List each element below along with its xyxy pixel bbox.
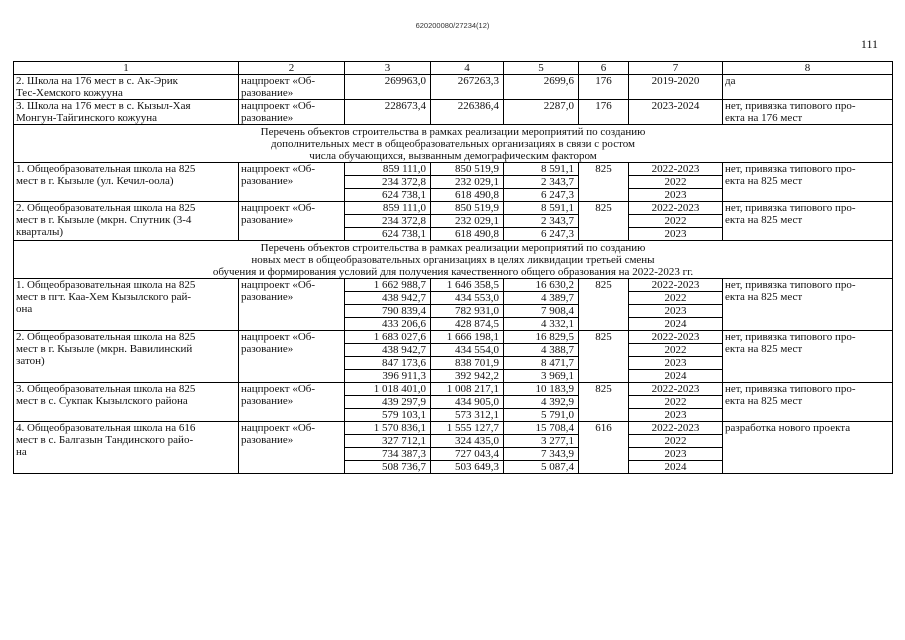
- column-number-4: 4: [431, 62, 504, 75]
- section-heading-line: числа обучающихся, вызванным демографическим фактором: [309, 150, 597, 162]
- object-name-line: мест в пгт. Каа-Хем Кызылского рай-: [16, 291, 192, 303]
- column-number-2: 2: [239, 62, 345, 75]
- funding-source-cell: [239, 383, 345, 422]
- total-cost-cell: 508 736,7: [345, 461, 431, 474]
- note-line: нет, привязка типового про-: [725, 163, 856, 175]
- total-cost-cell: 396 911,3: [345, 370, 431, 383]
- regional-cost-cell: 4 332,1: [504, 318, 579, 331]
- document-code: 620200080/27234(12): [415, 21, 490, 30]
- object-name-line: мест в г. Кызыле (мкрн. Спутник (3-4: [16, 214, 192, 226]
- column-number-6: 6: [579, 62, 629, 75]
- period-cell: 2022: [629, 344, 723, 357]
- table-body: [14, 62, 893, 474]
- period-cell: 2024: [629, 318, 723, 331]
- note-line: екта на 825 мест: [725, 214, 803, 226]
- period-cell: 2023: [629, 305, 723, 318]
- note-line: нет, привязка типового про-: [725, 202, 856, 214]
- regional-cost-cell: 3 277,1: [504, 435, 579, 448]
- table-row: [14, 163, 893, 176]
- period-cell: 2022: [629, 435, 723, 448]
- funding-source-cell: [239, 202, 345, 241]
- funding-source-line: разование»: [241, 291, 294, 303]
- funding-source-line: нацпроект «Об-: [241, 422, 316, 434]
- section-heading-line: дополнительных мест в общеобразовательных организациях в связи с ростом: [271, 138, 635, 150]
- note-cell: [723, 331, 893, 383]
- funding-source-line: нацпроект «Об-: [241, 383, 316, 395]
- regional-cost-cell: 7 908,4: [504, 305, 579, 318]
- federal-cost-cell: 232 029,1: [431, 176, 504, 189]
- period-cell: 2023: [629, 228, 723, 241]
- note-line: нет, привязка типового про-: [725, 383, 856, 395]
- note-line: нет, привязка типового про-: [725, 279, 856, 291]
- federal-cost-cell: 573 312,1: [431, 409, 504, 422]
- object-name-line: Тес-Хемского кожууна: [16, 87, 123, 99]
- table-row: [14, 75, 893, 100]
- total-cost-cell: 624 738,1: [345, 228, 431, 241]
- federal-cost-cell: 850 519,9: [431, 163, 504, 176]
- total-cost-cell: 624 738,1: [345, 189, 431, 202]
- column-number-row: [14, 62, 893, 75]
- regional-cost-cell: 16 829,5: [504, 331, 579, 344]
- regional-cost-cell: 4 392,9: [504, 396, 579, 409]
- object-name-line: 3. Общеобразовательная школа на 825: [16, 383, 196, 395]
- funding-source-cell: [239, 163, 345, 202]
- object-name-line: на: [16, 446, 27, 458]
- federal-cost-cell: 1 555 127,7: [431, 422, 504, 435]
- federal-cost-cell: 1 646 358,5: [431, 279, 504, 292]
- regional-cost-cell: 7 343,9: [504, 448, 579, 461]
- federal-cost-cell: 232 029,1: [431, 215, 504, 228]
- column-number-5: 5: [504, 62, 579, 75]
- section-heading-line: обучения и формирования условий для получения качественного общего образования на 2022-2023 гг.: [212, 266, 694, 278]
- funding-source-line: нацпроект «Об-: [241, 279, 316, 291]
- note-cell: [723, 279, 893, 331]
- period-cell: 2022-2023: [629, 422, 723, 435]
- note-line: екта на 825 мест: [725, 343, 803, 355]
- funding-source-line: разование»: [241, 112, 294, 124]
- federal-cost-cell: 618 490,8: [431, 228, 504, 241]
- regional-cost-cell: 4 389,7: [504, 292, 579, 305]
- page-number: 111: [860, 37, 878, 51]
- object-name-cell: [14, 202, 239, 241]
- funding-source-line: разование»: [241, 395, 294, 407]
- federal-cost-cell: 324 435,0: [431, 435, 504, 448]
- regional-cost-cell: 6 247,3: [504, 189, 579, 202]
- section-heading-row: [14, 241, 893, 279]
- note-line: нет, привязка типового про-: [725, 331, 856, 343]
- note-cell: [723, 163, 893, 202]
- capacity-cell: 825: [579, 202, 629, 241]
- note-cell: [723, 202, 893, 241]
- object-name-line: мест в с. Балгазын Тандинского райо-: [16, 434, 194, 446]
- period-cell: 2022: [629, 215, 723, 228]
- total-cost-cell: 234 372,8: [345, 215, 431, 228]
- note-cell: [723, 383, 893, 422]
- period-cell: 2024: [629, 370, 723, 383]
- period-cell: 2022-2023: [629, 331, 723, 344]
- table-row: [14, 422, 893, 435]
- funding-source-line: разование»: [241, 87, 294, 99]
- regional-cost-cell: 2 343,7: [504, 176, 579, 189]
- regional-cost-cell: 4 388,7: [504, 344, 579, 357]
- total-cost-cell: 859 111,0: [345, 202, 431, 215]
- total-cost-cell: 859 111,0: [345, 163, 431, 176]
- note-line: екта на 825 мест: [725, 175, 803, 187]
- regional-cost-cell: 6 247,3: [504, 228, 579, 241]
- section-heading: [14, 241, 893, 279]
- object-name-line: затон): [16, 355, 45, 367]
- period-cell: 2023-2024: [629, 100, 723, 125]
- note-cell: [723, 422, 893, 474]
- period-cell: 2023: [629, 357, 723, 370]
- federal-cost-cell: 226386,4: [431, 100, 504, 125]
- object-name-cell: [14, 100, 239, 125]
- federal-cost-cell: 838 701,9: [431, 357, 504, 370]
- regional-cost-cell: 2287,0: [504, 100, 579, 125]
- capacity-cell: 825: [579, 163, 629, 202]
- total-cost-cell: 327 712,1: [345, 435, 431, 448]
- federal-cost-cell: 1 008 217,1: [431, 383, 504, 396]
- period-cell: 2022-2023: [629, 202, 723, 215]
- object-name-line: 4. Общеобразовательная школа на 616: [16, 422, 196, 434]
- note-line: екта на 176 мест: [725, 112, 803, 124]
- funding-source-line: нацпроект «Об-: [241, 100, 316, 112]
- funding-source-line: разование»: [241, 434, 294, 446]
- regional-cost-cell: 16 630,2: [504, 279, 579, 292]
- section-heading: [14, 125, 893, 163]
- funding-source-line: разование»: [241, 175, 294, 187]
- object-name-line: мест в с. Сукпак Кызылского района: [16, 395, 188, 407]
- regional-cost-cell: 5 087,4: [504, 461, 579, 474]
- funding-source-line: нацпроект «Об-: [241, 202, 316, 214]
- object-name-cell: [14, 279, 239, 331]
- funding-source-cell: [239, 100, 345, 125]
- note-line: нет, привязка типового про-: [725, 100, 856, 112]
- column-number-3: 3: [345, 62, 431, 75]
- regional-cost-cell: 15 708,4: [504, 422, 579, 435]
- funding-source-cell: [239, 279, 345, 331]
- period-cell: 2023: [629, 189, 723, 202]
- object-name-line: 2. Общеобразовательная школа на 825: [16, 202, 196, 214]
- object-name-line: мест в г. Кызыле (ул. Кечил-оола): [16, 175, 174, 187]
- object-name-line: 2. Школа на 176 мест в с. Ак-Эрик: [16, 75, 178, 87]
- object-name-cell: [14, 383, 239, 422]
- object-name-line: 3. Школа на 176 мест в с. Кызыл-Хая: [16, 100, 191, 112]
- object-name-cell: [14, 75, 239, 100]
- total-cost-cell: 847 173,6: [345, 357, 431, 370]
- capacity-cell: 825: [579, 383, 629, 422]
- table-row: [14, 100, 893, 125]
- object-name-line: 1. Общеобразовательная школа на 825: [16, 279, 196, 291]
- column-number-1: 1: [14, 62, 239, 75]
- federal-cost-cell: 428 874,5: [431, 318, 504, 331]
- note-cell: [723, 100, 893, 125]
- total-cost-cell: 1 662 988,7: [345, 279, 431, 292]
- funding-source-line: разование»: [241, 343, 294, 355]
- period-cell: 2022-2023: [629, 279, 723, 292]
- total-cost-cell: 1 570 836,1: [345, 422, 431, 435]
- federal-cost-cell: 618 490,8: [431, 189, 504, 202]
- object-name-line: 2. Общеобразовательная школа на 825: [16, 331, 196, 343]
- period-cell: 2022-2023: [629, 163, 723, 176]
- regional-cost-cell: 2699,6: [504, 75, 579, 100]
- table-row: [14, 331, 893, 344]
- total-cost-cell: 734 387,3: [345, 448, 431, 461]
- total-cost-cell: 438 942,7: [345, 344, 431, 357]
- section-heading-row: [14, 125, 893, 163]
- capacity-cell: 176: [579, 100, 629, 125]
- section-heading-line: Перечень объектов строительства в рамках реализации мероприятий по созданию: [260, 126, 646, 138]
- table-row: [14, 383, 893, 396]
- federal-cost-cell: 434 905,0: [431, 396, 504, 409]
- construction-objects-table: [13, 61, 893, 474]
- note-cell: [723, 75, 893, 100]
- total-cost-cell: 1 683 027,6: [345, 331, 431, 344]
- note-line: екта на 825 мест: [725, 395, 803, 407]
- federal-cost-cell: 782 931,0: [431, 305, 504, 318]
- regional-cost-cell: 8 471,7: [504, 357, 579, 370]
- period-cell: 2023: [629, 409, 723, 422]
- period-cell: 2023: [629, 448, 723, 461]
- total-cost-cell: 269963,0: [345, 75, 431, 100]
- object-name-line: кварталы): [16, 226, 64, 238]
- total-cost-cell: 234 372,8: [345, 176, 431, 189]
- object-name-line: мест в г. Кызыле (мкрн. Вавилинский: [16, 343, 193, 355]
- funding-source-line: нацпроект «Об-: [241, 75, 316, 87]
- section-heading-line: Перечень объектов строительства в рамках реализации мероприятий по созданию: [260, 242, 646, 254]
- note-line: разработка нового проекта: [725, 422, 851, 434]
- federal-cost-cell: 1 666 198,1: [431, 331, 504, 344]
- column-number-7: 7: [629, 62, 723, 75]
- regional-cost-cell: 2 343,7: [504, 215, 579, 228]
- total-cost-cell: 439 297,9: [345, 396, 431, 409]
- section-heading-line: новых мест в общеобразовательных организациях в целях ликвидации третьей смены: [251, 254, 655, 266]
- object-name-line: она: [16, 303, 33, 315]
- federal-cost-cell: 434 553,0: [431, 292, 504, 305]
- total-cost-cell: 579 103,1: [345, 409, 431, 422]
- capacity-cell: 825: [579, 331, 629, 383]
- regional-cost-cell: 8 591,1: [504, 202, 579, 215]
- federal-cost-cell: 503 649,3: [431, 461, 504, 474]
- funding-source-line: разование»: [241, 214, 294, 226]
- table-row: [14, 279, 893, 292]
- federal-cost-cell: 850 519,9: [431, 202, 504, 215]
- object-name-line: Монгун-Тайгинского кожууна: [16, 112, 157, 124]
- period-cell: 2022: [629, 176, 723, 189]
- total-cost-cell: 790 839,4: [345, 305, 431, 318]
- object-name-line: 1. Общеобразовательная школа на 825: [16, 163, 196, 175]
- period-cell: 2024: [629, 461, 723, 474]
- note-line: да: [725, 75, 736, 87]
- federal-cost-cell: 267263,3: [431, 75, 504, 100]
- federal-cost-cell: 727 043,4: [431, 448, 504, 461]
- federal-cost-cell: 392 942,2: [431, 370, 504, 383]
- funding-source-cell: [239, 331, 345, 383]
- funding-source-line: нацпроект «Об-: [241, 331, 316, 343]
- total-cost-cell: 228673,4: [345, 100, 431, 125]
- regional-cost-cell: 3 969,1: [504, 370, 579, 383]
- federal-cost-cell: 434 554,0: [431, 344, 504, 357]
- object-name-cell: [14, 331, 239, 383]
- capacity-cell: 616: [579, 422, 629, 474]
- total-cost-cell: 1 018 401,0: [345, 383, 431, 396]
- period-cell: 2022: [629, 396, 723, 409]
- column-number-8: 8: [723, 62, 893, 75]
- period-cell: 2022-2023: [629, 383, 723, 396]
- table-row: [14, 202, 893, 215]
- object-name-cell: [14, 163, 239, 202]
- period-cell: 2022: [629, 292, 723, 305]
- regional-cost-cell: 8 591,1: [504, 163, 579, 176]
- period-cell: 2019-2020: [629, 75, 723, 100]
- funding-source-cell: [239, 422, 345, 474]
- regional-cost-cell: 5 791,0: [504, 409, 579, 422]
- capacity-cell: 176: [579, 75, 629, 100]
- capacity-cell: 825: [579, 279, 629, 331]
- total-cost-cell: 433 206,6: [345, 318, 431, 331]
- funding-source-line: нацпроект «Об-: [241, 163, 316, 175]
- total-cost-cell: 438 942,7: [345, 292, 431, 305]
- object-name-cell: [14, 422, 239, 474]
- funding-source-cell: [239, 75, 345, 100]
- note-line: екта на 825 мест: [725, 291, 803, 303]
- regional-cost-cell: 10 183,9: [504, 383, 579, 396]
